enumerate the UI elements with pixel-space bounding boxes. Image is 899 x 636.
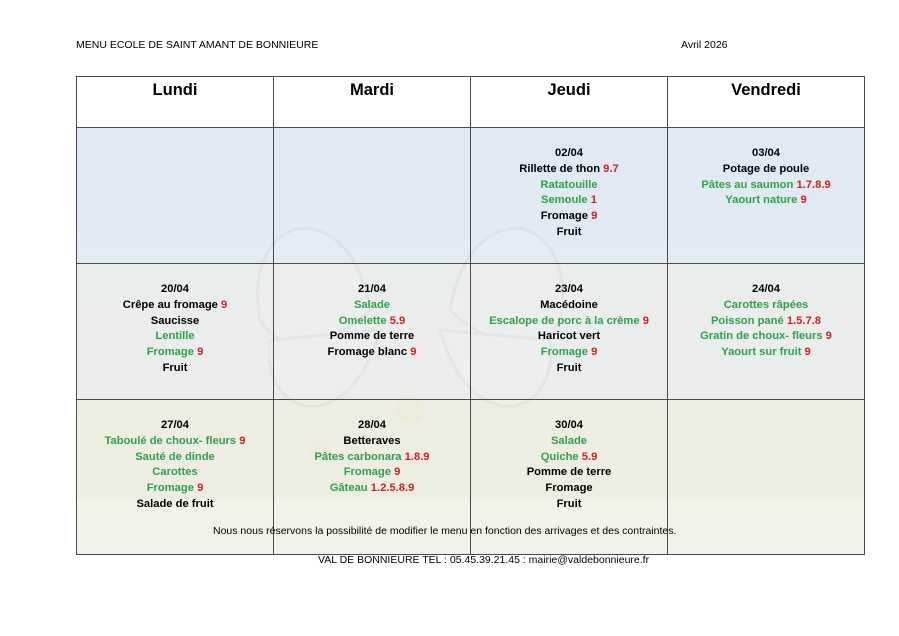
menu-item-name: Lentille <box>155 330 195 343</box>
menu-date-label: 24/04 <box>752 283 780 295</box>
allergen-codes: 1.5.7.8 <box>786 314 822 327</box>
allergen-codes: 5.9 <box>581 450 598 463</box>
menu-item <box>473 162 665 178</box>
menu-item <box>670 162 862 178</box>
menu-item <box>276 465 468 481</box>
menu-date: Avril 2026 <box>681 39 728 51</box>
menu-cell <box>471 128 668 264</box>
menu-item-name: Saucisse <box>150 314 200 327</box>
menu-item-name: Fruit <box>556 361 582 374</box>
menu-item-name: Crêpe au fromage <box>122 298 218 311</box>
menu-cell <box>274 264 471 400</box>
allergen-codes: 9 <box>239 434 246 447</box>
menu-item-name: Fruit <box>556 225 582 238</box>
menu-date-label: 28/04 <box>358 419 386 431</box>
menu-item-name: Yaourt nature <box>725 194 798 207</box>
menu-item-name: Gratin de choux- fleurs <box>700 330 823 343</box>
menu-item <box>79 298 271 314</box>
menu-item-name: Fromage <box>545 482 593 495</box>
menu-item <box>473 298 665 314</box>
menu-item <box>79 434 271 450</box>
menu-item <box>276 481 468 497</box>
menu-item-name: Omelette <box>338 314 387 327</box>
menu-item-name: Taboulé de choux- fleurs <box>104 434 237 447</box>
menu-item-name: Pâtes carbonara <box>314 450 402 463</box>
menu-item <box>670 314 862 330</box>
menu-item <box>276 450 468 466</box>
allergen-codes: 9 <box>394 466 401 479</box>
menu-item-name: Fromage <box>540 346 588 359</box>
menu-item <box>473 329 665 345</box>
menu-item-name: Quiche <box>540 450 579 463</box>
menu-item <box>473 193 665 209</box>
menu-item <box>276 314 468 330</box>
menu-item <box>79 497 271 513</box>
allergen-codes: 1.7.8.9 <box>796 178 831 191</box>
menu-item-name: Semoule <box>541 194 588 207</box>
menu-item-name: Fromage <box>540 210 588 223</box>
menu-item-name: Fromage blanc <box>327 346 408 359</box>
menu-item <box>79 481 271 497</box>
allergen-codes: 9 <box>221 298 228 311</box>
week-row <box>77 128 865 264</box>
menu-cell <box>471 264 668 400</box>
week-row <box>77 264 865 400</box>
menu-item <box>670 178 862 194</box>
menu-item-name: Fromage <box>146 346 194 359</box>
day-header-vendredi: Vendredi <box>668 77 865 128</box>
menu-item <box>670 298 862 314</box>
menu-item-name: Salade de fruit <box>136 497 214 510</box>
menu-item-name: Sauté de dinde <box>135 450 215 463</box>
menu-date-label: 03/04 <box>752 147 780 159</box>
menu-item <box>473 345 665 361</box>
menu-item-name: Salade <box>353 298 391 311</box>
allergen-codes: 1.2.5.8.9 <box>370 482 415 495</box>
menu-item <box>473 178 665 194</box>
day-header-mardi: Mardi <box>274 77 471 128</box>
allergen-codes: 9 <box>197 346 204 359</box>
menu-item <box>473 434 665 450</box>
menu-item <box>79 329 271 345</box>
footer-note: Nous nous réservons la possibilité de modifier le menu en fonction des arrivages et des contraintes. <box>213 525 677 537</box>
menu-cell <box>77 264 274 400</box>
allergen-codes: 1 <box>590 194 597 207</box>
menu-item <box>473 225 665 241</box>
menu-item <box>473 465 665 481</box>
menu-item <box>79 361 271 377</box>
menu-body <box>77 128 865 555</box>
menu-item-name: Fruit <box>556 497 582 510</box>
menu-item-name: Salade <box>550 434 588 447</box>
menu-item-name: Betteraves <box>343 434 401 447</box>
allergen-codes: 9 <box>591 346 598 359</box>
menu-item-name: Potage de poule <box>722 162 810 175</box>
menu-item <box>473 497 665 513</box>
menu-item-name: Yaourt sur fruit <box>721 346 802 359</box>
menu-date-label: 23/04 <box>555 283 583 295</box>
menu-date-label: 02/04 <box>555 147 583 159</box>
menu-item <box>473 361 665 377</box>
day-header-lundi: Lundi <box>77 77 274 128</box>
footer-contact: VAL DE BONNIEURE TEL : 05.45.39.21.45 : mairie@valdebonnieure.fr <box>318 554 650 566</box>
menu-item-name: Carottes râpées <box>723 298 809 311</box>
menu-item <box>79 465 271 481</box>
menu-item-name: Carottes <box>152 466 198 479</box>
menu-cell <box>668 128 865 264</box>
menu-item-name: Gâteau <box>329 482 368 495</box>
menu-item-name: Pomme de terre <box>329 330 415 343</box>
menu-item-name: Fromage <box>343 466 391 479</box>
menu-date-label: 21/04 <box>358 283 386 295</box>
allergen-codes: 9 <box>197 482 204 495</box>
menu-item-name: Fruit <box>162 361 188 374</box>
menu-cell <box>668 264 865 400</box>
menu-item-name: Pâtes au saumon <box>701 178 794 191</box>
menu-date-label: 27/04 <box>161 419 189 431</box>
menu-item <box>79 314 271 330</box>
menu-item <box>79 345 271 361</box>
day-header-jeudi: Jeudi <box>471 77 668 128</box>
allergen-codes: 1.8.9 <box>404 450 430 463</box>
menu-cell <box>274 128 471 264</box>
allergen-codes: 5.9 <box>389 314 406 327</box>
menu-item-name: Pomme de terre <box>526 466 612 479</box>
menu-item <box>276 298 468 314</box>
allergen-codes: 9 <box>591 210 598 223</box>
menu-item <box>276 345 468 361</box>
menu-item <box>79 450 271 466</box>
menu-item <box>473 314 665 330</box>
menu-item-name: Macédoine <box>540 298 598 311</box>
weekly-menu-table <box>76 76 865 555</box>
allergen-codes: 9 <box>804 346 811 359</box>
menu-item-name: Fromage <box>146 482 194 495</box>
menu-item <box>473 450 665 466</box>
allergen-codes: 9 <box>825 330 832 343</box>
allergen-codes: 9 <box>410 346 417 359</box>
menu-item-name: Ratatouille <box>540 178 598 191</box>
allergen-codes: 9 <box>642 314 649 327</box>
menu-item-name: Rillette de thon <box>519 162 601 175</box>
menu-item <box>670 329 862 345</box>
allergen-codes: 9.7 <box>603 162 619 175</box>
menu-date-label: 30/04 <box>555 419 583 431</box>
menu-item <box>473 481 665 497</box>
menu-date-label: 20/04 <box>161 283 189 295</box>
menu-item-name: Poisson pané <box>710 314 784 327</box>
menu-item-name: Haricot vert <box>537 330 601 343</box>
allergen-codes: 9 <box>800 194 807 207</box>
menu-cell <box>77 128 274 264</box>
menu-item <box>276 434 468 450</box>
menu-title: MENU ECOLE DE SAINT AMANT DE BONNIEURE <box>76 39 319 51</box>
menu-item-name: Escalope de porc à la crème <box>489 314 640 327</box>
menu-item <box>473 209 665 225</box>
menu-cell <box>668 400 865 555</box>
menu-item <box>670 345 862 361</box>
menu-item <box>670 193 862 209</box>
menu-item <box>276 329 468 345</box>
